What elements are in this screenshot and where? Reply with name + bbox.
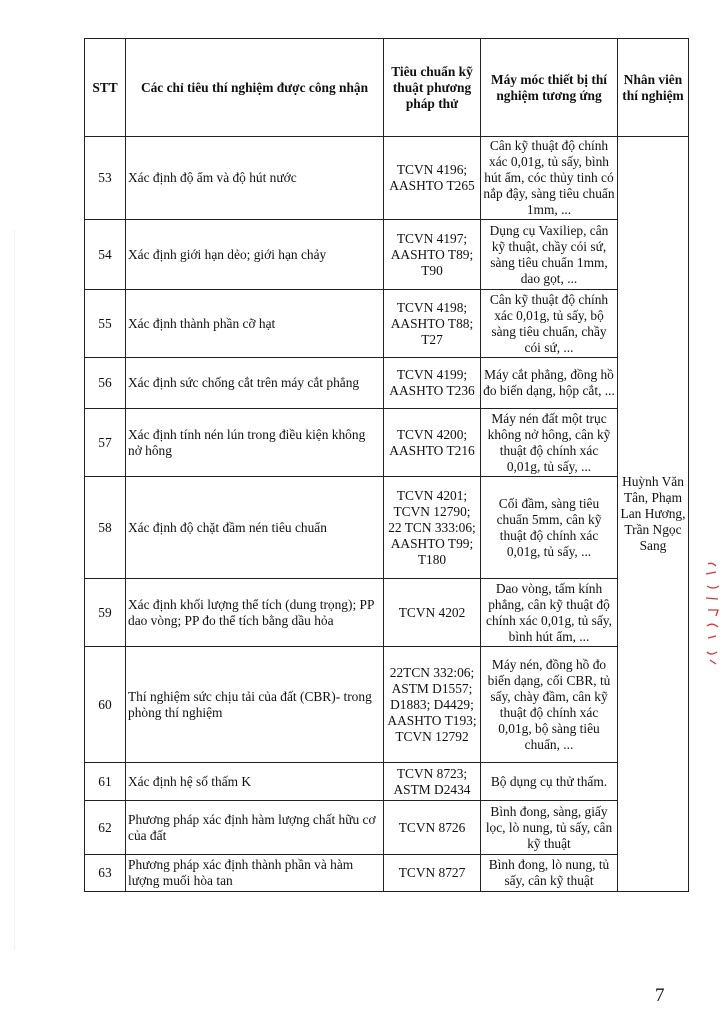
row-equipment: Bình đong, sàng, giấy lọc, lò nung, tủ sấy, cân kỹ thuật	[481, 801, 618, 855]
header-criteria: Các chỉ tiêu thí nghiệm được công nhận	[126, 39, 384, 137]
scan-artifact	[14, 230, 15, 950]
header-equipment: Máy móc thiết bị thí nghiệm tương ứng	[481, 39, 618, 137]
row-standard: TCVN 4201; TCVN 12790; 22 TCN 333:06; AASHTO T99; T180	[384, 477, 481, 579]
row-standard: TCVN 8727	[384, 855, 481, 892]
row-standard: TCVN 4199; AASHTO T236	[384, 358, 481, 409]
table-row	[85, 477, 689, 579]
row-criteria: Xác định giới hạn dẻo; giới hạn chảy	[126, 220, 384, 290]
row-equipment: Bình đong, lò nung, tủ sấy, cân kỹ thuật	[481, 855, 618, 892]
row-criteria: Xác định độ chặt đầm nén tiêu chuẩn	[126, 477, 384, 579]
lab-test-table	[84, 38, 689, 892]
header-staff: Nhân viên thí nghiệm	[618, 39, 689, 137]
row-criteria: Xác định khối lượng thể tích (dung trọng); PP dao vòng; PP đo thể tích bằng dầu hỏa	[126, 579, 384, 647]
row-criteria: Xác định thành phần cỡ hạt	[126, 290, 384, 358]
row-standard: TCVN 4198; AASHTO T88; T27	[384, 290, 481, 358]
row-equipment: Máy nén, đồng hồ đo biến dạng, cối CBR, tủ sấy, chày đầm, cân kỹ thuật độ chính xác 0,01g, bộ sàng tiêu chuẩn, ...	[481, 647, 618, 763]
row-stt: 63	[85, 855, 126, 892]
header-stt: STT	[85, 39, 126, 137]
table-row	[85, 579, 689, 647]
table-row	[85, 409, 689, 477]
table-row	[85, 855, 689, 892]
red-stamp-fragment	[702, 560, 724, 670]
table-header-row	[85, 39, 689, 137]
table-row	[85, 647, 689, 763]
row-equipment: Cân kỹ thuật độ chính xác 0,01g, tủ sấy, bộ sàng tiêu chuẩn, chầy cói sứ, ...	[481, 290, 618, 358]
table-row	[85, 137, 689, 220]
row-stt: 57	[85, 409, 126, 477]
row-criteria: Xác định sức chống cắt trên máy cắt phẳng	[126, 358, 384, 409]
table-row	[85, 290, 689, 358]
row-standard: TCVN 8726	[384, 801, 481, 855]
row-standard: TCVN 4197; AASHTO T89; T90	[384, 220, 481, 290]
table-row	[85, 358, 689, 409]
row-stt: 53	[85, 137, 126, 220]
row-stt: 60	[85, 647, 126, 763]
row-equipment: Dao vòng, tấm kính phẳng, cân kỹ thuật độ chính xác 0,01g, tủ sấy, bình hút ẩm, ...	[481, 579, 618, 647]
row-stt: 55	[85, 290, 126, 358]
table-row	[85, 763, 689, 801]
staff-cell: Huỳnh Văn Tân, Phạm Lan Hương, Trần Ngọc Sang	[618, 137, 689, 892]
row-criteria: Xác định hệ số thấm K	[126, 763, 384, 801]
page-number: 7	[655, 985, 665, 1006]
row-stt: 62	[85, 801, 126, 855]
row-standard: TCVN 4196; AASHTO T265	[384, 137, 481, 220]
row-standard: TCVN 4200; AASHTO T216	[384, 409, 481, 477]
table-row	[85, 220, 689, 290]
row-standard: TCVN 4202	[384, 579, 481, 647]
row-standard: 22TCN 332:06; ASTM D1557; D1883; D4429; AASHTO T193; TCVN 12792	[384, 647, 481, 763]
row-stt: 56	[85, 358, 126, 409]
row-criteria: Xác định độ ẩm và độ hút nước	[126, 137, 384, 220]
row-standard: TCVN 8723; ASTM D2434	[384, 763, 481, 801]
header-standard: Tiêu chuẩn kỹ thuật phương pháp thử	[384, 39, 481, 137]
row-equipment: Cối đầm, sàng tiêu chuẩn 5mm, cân kỹ thuật độ chính xác 0,01g, tủ sấy, ...	[481, 477, 618, 579]
row-stt: 61	[85, 763, 126, 801]
row-equipment: Cân kỹ thuật độ chính xác 0,01g, tủ sấy, bình hút ẩm, cóc thủy tinh có nắp đậy, sàng tiêu chuẩn 1mm, ...	[481, 137, 618, 220]
row-criteria: Phương pháp xác định thành phần và hàm lượng muối hòa tan	[126, 855, 384, 892]
row-criteria: Thí nghiệm sức chịu tải của đất (CBR)- trong phòng thí nghiệm	[126, 647, 384, 763]
row-stt: 54	[85, 220, 126, 290]
row-equipment: Dụng cụ Vaxiliep, cân kỹ thuật, chầy cói sứ, sàng tiêu chuẩn 1mm, dao gọt, ...	[481, 220, 618, 290]
row-equipment: Máy nén đất một trục không nở hông, cân kỹ thuật độ chính xác 0,01g, tủ sấy, ...	[481, 409, 618, 477]
row-stt: 59	[85, 579, 126, 647]
row-criteria: Xác định tính nén lún trong điều kiện không nở hông	[126, 409, 384, 477]
row-stt: 58	[85, 477, 126, 579]
table-row	[85, 801, 689, 855]
row-equipment: Máy cắt phẳng, đồng hồ đo biến dạng, hộp cắt, ...	[481, 358, 618, 409]
row-criteria: Phương pháp xác định hàm lượng chất hữu cơ của đất	[126, 801, 384, 855]
row-equipment: Bộ dụng cụ thử thấm.	[481, 763, 618, 801]
